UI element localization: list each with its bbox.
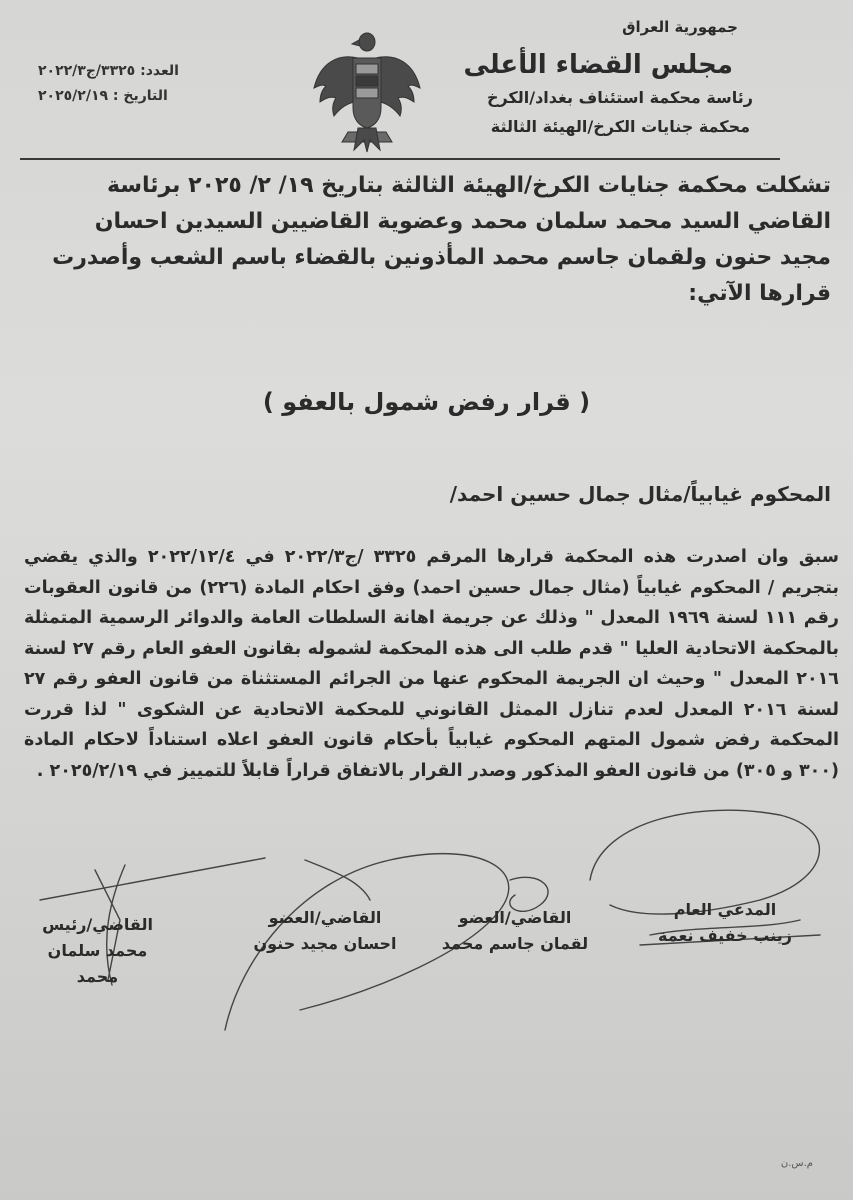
decision-body: سبق وان اصدرت هذه المحكمة قرارها المرقم ٣٣٢٥ /ج٢٠٢٢/٣ في ٢٠٢٢/١٢/٤ والذي يقضي بتجريم / المحكوم غيابياً (مثال جمال حسين احمد) وفق احكام المادة (٢٢٦) من قانون العقوبات رقم ١١١ لسنة ١٩٦٩ المعدل " وذلك عن جريمة اهانة السلطات العامة والدوائر الرسمية المتمثلة بالمحكمة الاتحادية العليا " قدم طلب الى هذه المحكمة لشموله بقانون العفو العام رقم ٢٧ لسنة ٢٠١٦ المعدل " وحيث ان الجريمة المحكوم عنها من الجرائم المستثناة من قانون العفو رقم ٢٧ لسنة ٢٠١٦ المعدل لعدم تنازل الممثل القانوني للمحكمة الاتحادية عن الشكوى " لذا قررت المحكمة رفض شمول المتهم المحكوم غيابياً بأحكام قانون العفو اعلاه استناداً لاحكام المادة (٣٠٠ و ٣٠٥) من قانون العفو المذكور وصدر القرار بالاتفاق قراراً قابلاً للتمييز في ٢٠٢٥/٢/١٩ .	[24, 547, 839, 781]
header-presidency: رئاسة محكمة استئناف بغداد/الكرخ	[486, 88, 753, 107]
header-council: مجلس القضاء الأعلى	[463, 50, 733, 80]
signature-name: محمد سلمان محمد	[47, 941, 148, 986]
signature-name: زينب خفيف نعمة	[658, 926, 792, 945]
signature-president	[30, 912, 165, 990]
reference-date: التاريخ : ٢٠٢٥/٢/١٩	[38, 88, 168, 104]
header-court: محكمة جنايات الكرخ/الهيئة الثالثة	[490, 117, 750, 136]
decision-title: ( قرار رفض شمول بالعفو )	[262, 388, 591, 416]
footer-initials: م.س.ن	[780, 1158, 813, 1169]
sentenced-person: المحكوم غيابياً/مثال جمال حسين احمد/	[449, 482, 831, 506]
signature-role: المدعي العام	[673, 900, 777, 919]
signature-member-2	[440, 905, 590, 957]
signature-name: لقمان جاسم محمد	[441, 934, 589, 953]
header-country: جمهورية العراق	[622, 18, 738, 36]
iraq-eagle-emblem-icon	[308, 28, 426, 158]
reference-number: العدد: ٣٣٢٥/ج٢٠٢٢/٣	[38, 63, 179, 79]
signature-role: القاضي/رئيس	[42, 915, 153, 934]
signature-role: القاضي/العضو	[268, 908, 382, 927]
header-divider	[20, 158, 780, 160]
court-formation-paragraph: تشكلت محكمة جنايات الكرخ/الهيئة الثالثة بتاريخ ١٩/ ٢/ ٢٠٢٥ برئاسة القاضي السيد محمد سلمان محمد وعضوية القاضيين السيدين احسان مجيد حنون ولقمان جاسم محمد المأذونين بالقضاء باسم الشعب وأصدرت قرارها الآتي:	[52, 173, 831, 306]
signature-role: القاضي/العضو	[458, 908, 572, 927]
signature-prosecutor	[650, 897, 800, 949]
signature-name: احسان مجيد حنون	[253, 934, 397, 953]
signature-member-1	[245, 905, 405, 957]
